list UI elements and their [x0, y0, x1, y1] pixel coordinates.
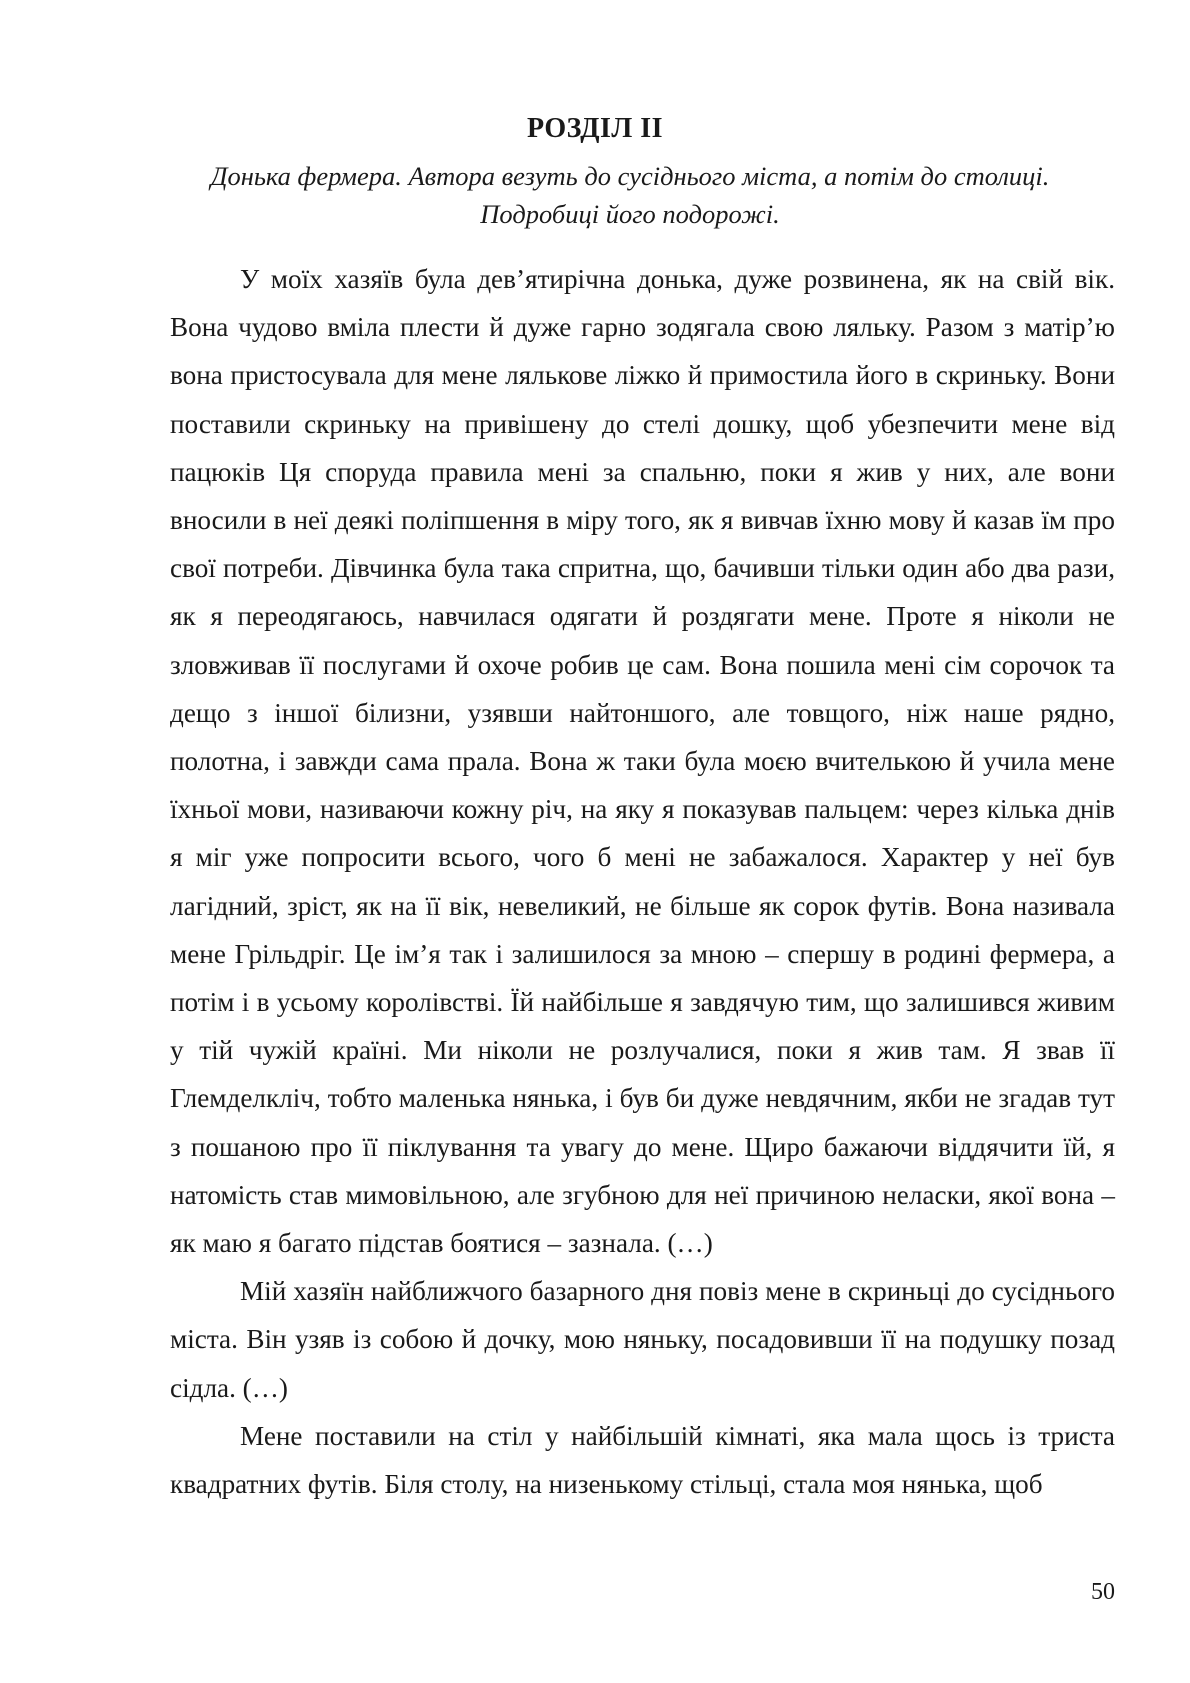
page-number: 50	[1091, 1579, 1115, 1605]
paragraph: Мій хазяїн найближчого базарного дня повіз мене в скриньці до сусіднього міста. Він узяв із собою й дочку, мою няньку, посадовивши її на подушку позад сідла. (…)	[170, 1276, 1115, 1403]
subtitle-line: Донька фермера. Автора везуть до сусіднього міста, а потім до столиці.	[210, 161, 1050, 191]
paragraph: Мене поставили на стіл у найбільшій кімнаті, яка мала щось із триста квадратних футів. Біля столу, на низенькому стільці, стала моя нянька, щоб	[170, 1420, 1115, 1500]
paragraph: У моїх хазяїв була дев’ятирічна донька, дуже розвинена, як на свій вік. Вона чудово вміла плести й дуже гарно зодягала свою ляльку. Разом з матір’ю вона пристосувала для мене лялькове ліжко й примостила його в скриньку. Вони поставили скриньку на привішену до стелі дошку, щоб убезпечити мене від пацюків Ця споруда правила мені за спальню, поки я жив у них, але вони вносили в неї деякі поліпшення в міру того, як я вивчав їхню мову й казав їм про свої потреби. Дівчинка була така спритна, що, бачивши тільки один або два рази, як я переодягаюсь, навчилася одягати й роздягати мене. Проте я ніколи не зловживав її послугами й охоче робив це сам. Вона пошила мені сім сорочок та дещо з іншої білизни, узявши найтоншого, але товщого, ніж наше рядно, полотна, і завжди сама прала. Вона ж таки була моєю вчителькою й учила мене їхньої мови, називаючи кожну річ, на яку я показував пальцем: через кілька днів я міг уже попросити всього, чого б мені не забажалося. Характер у неї був лагідний, зріст, як на її вік, невеликий, не більше як сорок футів. Вона називала мене Грільдріг. Це ім’я так і залишилося за мною – спершу в родині фермера, а потім і в усьому королівстві. Їй найбільше я завдячую тим, що залишився живим у тій чужій країні. Ми ніколи не розлучалися, поки я жив там. Я звав її Глемделкліч, тобто маленька нянька, і був би дуже невдячним, якби не згадав тут з пошаною про її піклування та увагу до мене. Щиро бажаючи віддячити їй, я натомість став мимовільною, але згубною для неї причиною неласки, якої вона – як маю я багато підстав боятися – зазнала. (…)	[170, 264, 1115, 1259]
body-text	[170, 255, 1115, 1508]
chapter-title: РОЗДІЛ II	[526, 113, 664, 144]
subtitle-line: Подробиці його подорожі.	[480, 199, 780, 229]
chapter-subtitle	[160, 157, 1100, 233]
